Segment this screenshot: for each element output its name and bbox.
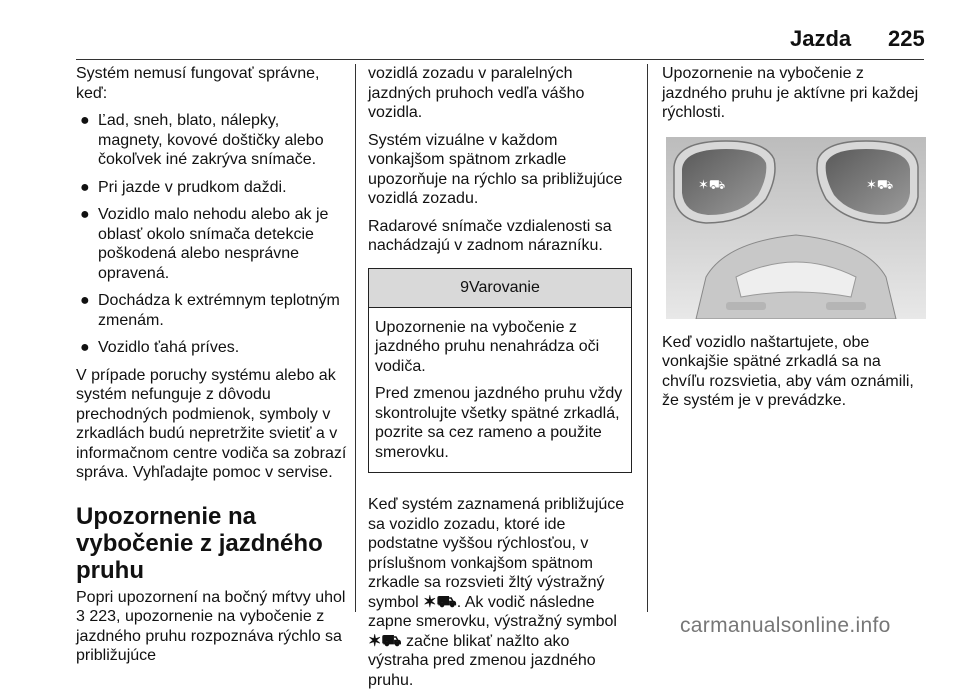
warning-text: Pred zmenou jazdného pruhu vždy skontrolujte všetky spätné zrkadlá, pozrite sa cez rameno a použite smerovku.: [375, 385, 623, 461]
column-divider-2: [647, 64, 648, 612]
paragraph: Keď systém zaznamená približujúce sa vozidlo zozadu, ktoré ide podstatne vyššou rýchlosťou, v príslušnom vonkajšom spätnom zrkadle sa rozsvieti žltý výstražný symbol ✶⛟. Ak vodič následne zapne smerovku, výstražný symbol ✶⛟ začne blikať nažlto ako výstraha pred zmenou jazdného pruhu.: [368, 496, 625, 689]
section-title: Jazda: [790, 26, 852, 51]
bullet-icon: ●: [80, 206, 90, 223]
warning-triangle-icon: 9: [460, 278, 470, 296]
list-item: ● Pri jazde v prudkom daždi.: [80, 178, 287, 196]
paragraph: Keď vozidlo naštartujete, obe vonkajšie spätné zrkadlá sa na chvíľu rozsvietia, aby vám oznámili, že systém je v prevádzke.: [662, 333, 914, 409]
list-item: ● Vozidlo malo nehodu alebo ak je oblasť okolo snímača detekcie poškodená alebo nesprávne opravená.: [80, 206, 329, 282]
paragraph: Upozornenie na vybočenie z jazdného pruhu je aktívne pri každej rýchlosti.: [662, 65, 919, 121]
paragraph: Systém vizuálne v každom vonkajšom spätnom zrkadle upozorňuje na rýchlo sa približujúce vozidlá zozadu.: [368, 131, 623, 207]
column-2: [368, 64, 632, 698]
side-blind-zone-alert-icon: ✶⛟: [423, 593, 457, 611]
conditions-list: [76, 111, 348, 358]
alert-symbol: ✶⛟: [698, 177, 726, 193]
reference-arrow-icon[interactable]: 3: [76, 608, 85, 625]
page-number: 225: [888, 26, 925, 51]
column-divider-1: [355, 64, 356, 612]
header-rule: [76, 59, 924, 60]
column-1: [76, 64, 348, 674]
column-3: [662, 64, 928, 419]
car-mirrors-icon: [666, 137, 926, 319]
warning-box: [368, 268, 632, 474]
bullet-icon: ●: [80, 339, 90, 356]
alert-symbol: ✶⛟: [866, 177, 894, 193]
section-heading: Upozornenie na vybočenie z jazdného pruhu: [76, 502, 323, 584]
list-item: ● Vozidlo ťahá príves.: [80, 339, 240, 356]
list-item: ● Dochádza k extrémnym teplotným zmenám.: [80, 292, 340, 329]
bullet-icon: ●: [80, 178, 90, 196]
paragraph: Radarové snímače vzdialenosti sa nachádzajú v zadnom nárazníku.: [368, 217, 612, 254]
mirror-illustration: [666, 137, 926, 319]
bullet-icon: ●: [80, 112, 90, 129]
warning-text: Upozornenie na vybočenie z jazdného pruhu nenahrádza oči vodiča.: [375, 318, 600, 375]
malfunction-text: V prípade poruchy systému alebo ak systém nefunguje z dôvodu prechodných podmienok, symboly v zrkadlách budú nepretržite svietiť a v informačnom centre vodiča sa zobrazí správa. Vyhľadajte pomoc v servise.: [76, 366, 347, 481]
warning-body: [369, 308, 631, 473]
bullet-icon: ●: [80, 292, 90, 309]
warning-title: Varovanie: [469, 278, 540, 296]
intro-text: Systém nemusí fungovať správne, keď:: [76, 65, 320, 102]
page-header: [0, 26, 960, 56]
warning-header: [369, 269, 631, 308]
list-item: ● Ľad, sneh, blato, nálepky, magnety, kovové doštičky alebo čokoľvek iné zakrýva snímače.: [80, 112, 324, 168]
side-blind-zone-alert-icon: ✶⛟: [368, 632, 402, 650]
watermark: carmanualsonline.info: [680, 614, 891, 637]
lead-text: Popri upozornení na bočný mŕtvy uhol 3 223, upozornenie na vybočenie z jazdného pruhu rozpoznáva rýchlo sa približujúce: [76, 588, 346, 664]
paragraph: vozidlá zozadu v paralelných jazdných pruhoch vedľa vášho vozidla.: [368, 65, 585, 121]
